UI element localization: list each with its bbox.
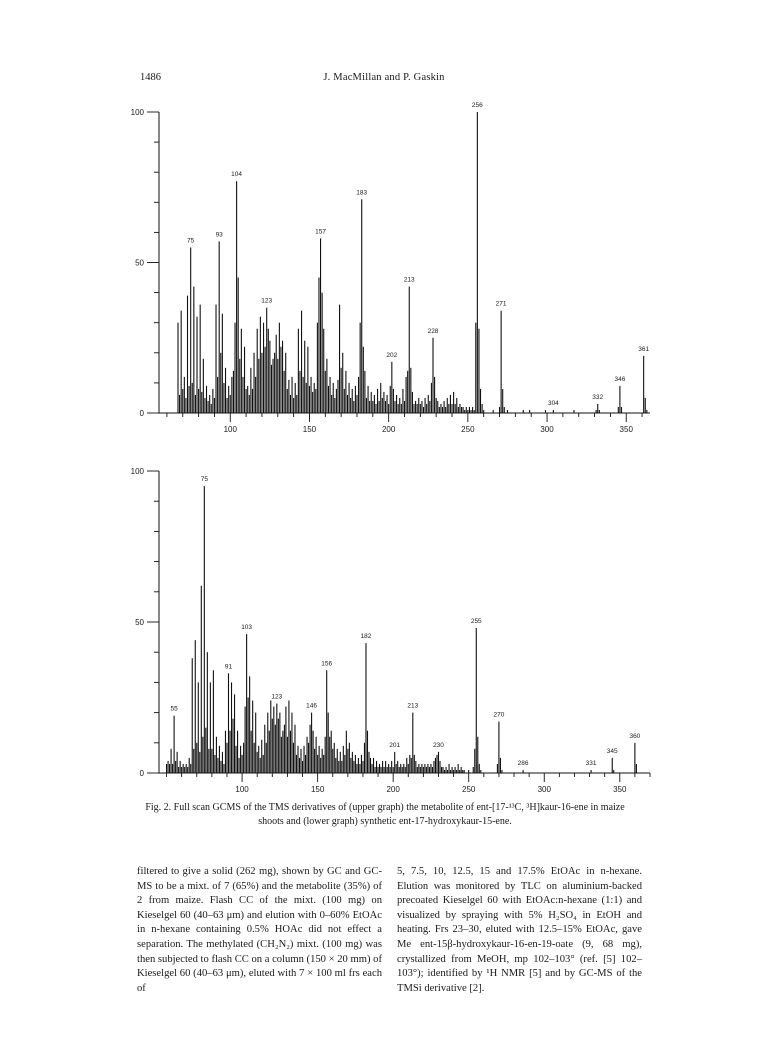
peak-label: 75 xyxy=(200,476,208,484)
y-tick-label: 0 xyxy=(139,409,144,418)
mass-spectrum-upper xyxy=(110,100,670,445)
peak-label: 104 xyxy=(231,171,243,179)
peak-label: 182 xyxy=(360,633,372,641)
y-tick-label: 0 xyxy=(139,769,144,778)
peak-label: 123 xyxy=(261,297,273,305)
peak-label: 332 xyxy=(592,393,604,401)
peak-label: 255 xyxy=(470,618,482,626)
mass-spectrum-lower xyxy=(110,455,670,795)
peak-label: 256 xyxy=(471,102,483,109)
peak-label: 345 xyxy=(606,747,618,755)
peak-label: 91 xyxy=(224,663,233,671)
peak-label: 157 xyxy=(315,228,326,236)
x-tick-label: 200 xyxy=(386,785,400,794)
x-tick-label: 100 xyxy=(223,425,237,434)
body-text-left-column: filtered to give a solid (262 mg), shown by GC and GC-MS to be a mixt. of 7 (65%) and the metabolite (35%) of 2 from maize. Flash CC of the mixt. (100 mg) on Kieselgel 60 (40–63 μm) and elution with 0–60% EtOAc in n-hexane containing 0.5% HOAc did not effect a separation. The methylated (CH₂N₂) mixt. (100 mg) was then subjected to flash CC on a column (150 × 20 mm) of Kieselgel 60 (40–63 μm), eluted with 7 × 100 ml frs each of xyxy=(137,866,382,994)
peak-label: 55 xyxy=(170,705,178,713)
peak-label: 103 xyxy=(241,624,253,632)
y-tick-label: 50 xyxy=(135,618,144,627)
running-title: J. MacMillan and P. Gaskin xyxy=(323,72,445,83)
peak-label: 183 xyxy=(356,189,368,197)
peak-label: 213 xyxy=(403,276,415,284)
x-tick-label: 300 xyxy=(540,425,554,434)
page-number: 1486 xyxy=(140,72,161,83)
x-tick-label: 250 xyxy=(462,785,476,794)
y-tick-label: 50 xyxy=(135,258,144,268)
peak-label: 228 xyxy=(427,327,439,335)
peak-label: 360 xyxy=(629,732,641,740)
body-text-right-column: 5, 7.5, 10, 12.5, 15 and 17.5% EtOAc in n-hexane. Elution was monitored by TLC on aluminium-backed precoated Kieselgel 60 with EtOAc:n-hexane (1:1) and visualized by spraying with 5% H₂SO₄ in EtOH and heating. Frs 23–30, eluted with 12.5–15% EtOAc, gave Me ent-15β-hydroxykaur-16-en-19-oate (9, 68 mg), crystallized from MeOH, mp 102–103° (ref. [5] 102–103°); identified by ¹H NMR [5] and by GC-MS of the TMSi derivative [2]. xyxy=(397,866,642,994)
figure-caption: Fig. 2. Full scan GCMS of the TMS derivatives of (upper graph) the metabolite of ent-[17-¹³C, ³H]kaur-16-ene in maize shoots and (lower graph) synthetic ent-17-hydroxykaur-15-ene. xyxy=(145,802,625,827)
peak-label: 156 xyxy=(321,660,333,668)
x-tick-label: 150 xyxy=(302,425,317,434)
peak-label: 271 xyxy=(495,300,507,308)
peak-label: 75 xyxy=(187,237,195,245)
x-tick-label: 350 xyxy=(613,785,627,794)
x-tick-label: 100 xyxy=(235,785,249,794)
peak-label: 286 xyxy=(517,759,529,767)
y-tick-label: 100 xyxy=(130,467,144,476)
x-tick-label: 300 xyxy=(537,785,551,794)
peak-label: 123 xyxy=(271,693,283,701)
peak-label: 270 xyxy=(493,711,505,719)
x-tick-label: 350 xyxy=(619,425,633,434)
peak-label: 361 xyxy=(638,345,650,353)
peak-label: 230 xyxy=(433,741,444,749)
peak-label: 346 xyxy=(614,375,626,383)
x-tick-label: 150 xyxy=(310,785,325,794)
y-tick-label: 100 xyxy=(130,108,144,117)
x-tick-label: 250 xyxy=(461,425,475,434)
peak-label: 213 xyxy=(407,702,419,710)
peak-label: 201 xyxy=(389,741,401,749)
peak-label: 304 xyxy=(547,399,559,407)
x-tick-label: 200 xyxy=(381,425,396,434)
peak-label: 146 xyxy=(306,702,318,710)
peak-label: 202 xyxy=(386,351,398,359)
peak-label: 93 xyxy=(215,231,223,239)
peak-label: 331 xyxy=(585,759,597,767)
page-header xyxy=(0,72,768,88)
